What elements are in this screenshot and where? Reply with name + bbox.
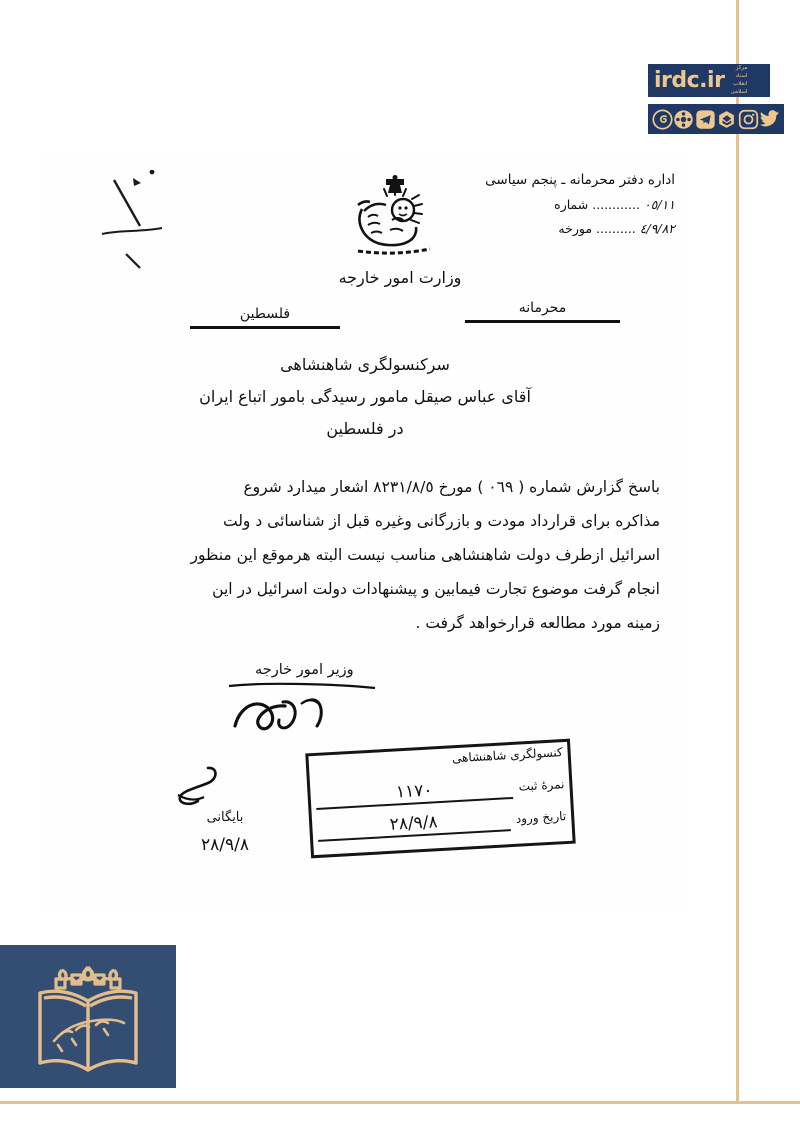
body-line-2: مذاکره برای قرارداد مودت و بازرگانی وغیره قبل از شناسائی د ولت (222, 512, 660, 530)
irdc-seal[interactable] (0, 945, 176, 1088)
classification-confidential (465, 300, 620, 323)
scanned-letter (40, 150, 690, 910)
margin-scribble-mark (100, 170, 170, 270)
body-line-3: اسرائیل ازطرف دولت شاهنشاهی مناسب نیست البته هرموقع این منظور (190, 546, 660, 564)
subject-underline (190, 326, 340, 329)
irdc-persian-line-1: مرکز (735, 65, 748, 72)
stamp-registration-label: نمرۀ ثبت (518, 777, 565, 794)
department-title: اداره دفتر محرمانه ـ پنجم سیاسی (485, 172, 675, 188)
consulate-reception-stamp (305, 739, 575, 859)
irdc-seal-graphic (0, 945, 176, 1088)
irdc-brand-banner[interactable] (648, 64, 770, 97)
stamp-heading: کنسولگری شاهنشاهی (451, 745, 563, 766)
irdc-persian-line-2: اسناد (735, 73, 748, 80)
document-number-label: شماره (554, 197, 589, 212)
document-number-value: ١١/٥٠ (643, 197, 675, 212)
frame-horizontal-line (0, 1101, 800, 1104)
social-icon-strip (648, 104, 784, 134)
archive-date: ٢٨/٩/٨ (201, 835, 249, 855)
stamp-registration-value: ١١٧٠ (315, 776, 513, 810)
irdc-persian-name (730, 65, 747, 96)
document-number-dots: ............ (592, 197, 640, 212)
addressee-line-2: آقای عباس صیقل مامور رسیدگی بامور اتباع ایران (199, 387, 531, 406)
minister-signature (225, 680, 385, 745)
signature-title: وزیر امور خارجه (255, 662, 354, 678)
ministry-name: وزارت امور خارجه (338, 268, 462, 287)
document-date-dots: .......... (596, 221, 636, 236)
body-line-5: زمینه مورد مطالعه قرارخواهد گرفت . (415, 614, 660, 632)
addressee-line-3: در فلسطین (326, 419, 404, 438)
archive-word: بایگانی (206, 810, 244, 825)
irdc-persian-line-4: اسلامی (730, 88, 748, 95)
body-line-1: باسخ گزارش شماره ( ٩٦٠ ) مورخ ٥/٨/١٣٢٨ اشعار میدارد شروع (243, 478, 660, 496)
archive-check-mark (160, 765, 240, 810)
stamp-date-label: تاریخ ورود (515, 809, 567, 826)
letter-body (60, 470, 660, 640)
bale-icon[interactable] (716, 109, 737, 130)
irdc-persian-line-3: انقلاب (733, 81, 748, 87)
eitaa-icon[interactable] (652, 109, 673, 130)
classification-subject (190, 306, 340, 329)
telegram-icon[interactable] (695, 109, 716, 130)
stamp-date-value: ٢٨/٩/٨ (317, 808, 511, 842)
instagram-icon[interactable] (738, 109, 759, 130)
archive-note (160, 765, 290, 855)
irdc-wordmark: irdc.ir (654, 67, 725, 93)
addressee-line-1: سرکنسولگری شاهنشاهی (280, 355, 450, 374)
classification-label: محرمانه (518, 300, 567, 316)
subject-label: فلسطین (239, 306, 291, 322)
addressee-block (40, 355, 690, 438)
classification-underline (465, 320, 620, 323)
document-date-value: ٢٨/٩/٤ (639, 221, 675, 236)
aparat-icon[interactable] (673, 109, 694, 130)
body-line-4: انجام گرفت موضوع تجارت فیمابین و پیشنهادات دولت اسرائیل در این (212, 580, 660, 598)
frame-vertical-line (736, 0, 739, 1104)
twitter-icon[interactable] (759, 109, 780, 130)
document-date-label: مورخه (558, 221, 593, 236)
